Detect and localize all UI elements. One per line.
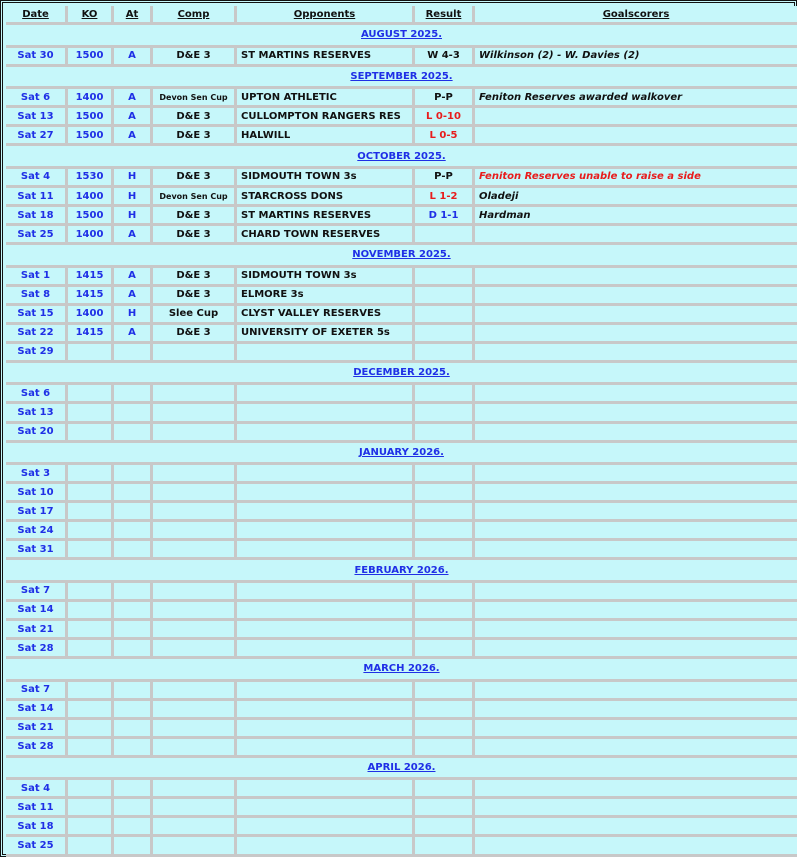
header-goalscorers: Goalscorers bbox=[475, 6, 797, 25]
fixture-result bbox=[415, 720, 475, 739]
fixture-goalscorers bbox=[475, 465, 797, 484]
fixture-competition: Devon Sen Cup bbox=[153, 89, 237, 108]
fixture-venue bbox=[114, 344, 153, 363]
fixture-venue: A bbox=[114, 226, 153, 245]
fixture-competition: D&E 3 bbox=[153, 127, 237, 146]
month-heading[interactable]: AUGUST 2025. bbox=[6, 25, 797, 48]
fixture-venue bbox=[114, 640, 153, 659]
fixture-date: Sat 14 bbox=[6, 701, 68, 720]
fixture-date: Sat 6 bbox=[6, 89, 68, 108]
fixture-row bbox=[6, 424, 797, 443]
fixture-kickoff bbox=[68, 541, 114, 560]
fixture-result bbox=[415, 287, 475, 306]
month-row bbox=[6, 245, 797, 268]
fixture-venue bbox=[114, 503, 153, 522]
fixture-result bbox=[415, 837, 475, 857]
fixture-kickoff bbox=[68, 484, 114, 503]
fixture-result bbox=[415, 404, 475, 423]
header-ko: KO bbox=[68, 6, 114, 25]
fixture-venue: H bbox=[114, 188, 153, 207]
fixture-kickoff: 1415 bbox=[68, 287, 114, 306]
fixture-goalscorers bbox=[475, 424, 797, 443]
fixture-kickoff bbox=[68, 602, 114, 621]
fixture-kickoff bbox=[68, 404, 114, 423]
fixture-row bbox=[6, 226, 797, 245]
fixture-goalscorers bbox=[475, 484, 797, 503]
fixture-kickoff bbox=[68, 837, 114, 857]
fixture-kickoff bbox=[68, 583, 114, 602]
fixture-result bbox=[415, 424, 475, 443]
fixture-goalscorers: Hardman bbox=[475, 207, 797, 226]
fixture-goalscorers bbox=[475, 818, 797, 837]
fixture-opponents: SIDMOUTH TOWN 3s bbox=[237, 268, 415, 287]
fixture-row bbox=[6, 108, 797, 127]
fixture-competition bbox=[153, 465, 237, 484]
fixture-goalscorers bbox=[475, 385, 797, 404]
fixture-result bbox=[415, 780, 475, 799]
fixture-row bbox=[6, 268, 797, 287]
month-row bbox=[6, 67, 797, 90]
fixture-opponents: ELMORE 3s bbox=[237, 287, 415, 306]
fixture-venue: A bbox=[114, 268, 153, 287]
fixture-competition bbox=[153, 818, 237, 837]
fixture-venue: A bbox=[114, 48, 153, 67]
fixture-kickoff: 1415 bbox=[68, 325, 114, 344]
fixture-competition: D&E 3 bbox=[153, 287, 237, 306]
fixture-date: Sat 7 bbox=[6, 682, 68, 701]
fixture-opponents bbox=[237, 682, 415, 701]
fixture-goalscorers bbox=[475, 621, 797, 640]
fixture-date: Sat 3 bbox=[6, 465, 68, 484]
fixture-row bbox=[6, 541, 797, 560]
fixture-competition bbox=[153, 583, 237, 602]
fixture-competition bbox=[153, 701, 237, 720]
fixture-opponents bbox=[237, 344, 415, 363]
fixture-venue: H bbox=[114, 169, 153, 188]
fixture-goalscorers bbox=[475, 541, 797, 560]
fixture-row bbox=[6, 780, 797, 799]
fixture-date: Sat 29 bbox=[6, 344, 68, 363]
fixture-date: Sat 13 bbox=[6, 108, 68, 127]
fixture-competition: D&E 3 bbox=[153, 48, 237, 67]
fixture-result bbox=[415, 739, 475, 758]
fixture-result: P-P bbox=[415, 89, 475, 108]
fixture-competition bbox=[153, 720, 237, 739]
fixture-goalscorers bbox=[475, 306, 797, 325]
fixture-venue bbox=[114, 541, 153, 560]
fixture-row bbox=[6, 799, 797, 818]
fixture-venue bbox=[114, 720, 153, 739]
fixture-kickoff: 1500 bbox=[68, 108, 114, 127]
fixture-date: Sat 14 bbox=[6, 602, 68, 621]
fixture-date: Sat 28 bbox=[6, 640, 68, 659]
fixture-goalscorers bbox=[475, 720, 797, 739]
fixture-opponents: UPTON ATHLETIC bbox=[237, 89, 415, 108]
fixture-competition: D&E 3 bbox=[153, 207, 237, 226]
fixture-opponents: STARCROSS DONS bbox=[237, 188, 415, 207]
fixture-result bbox=[415, 541, 475, 560]
fixture-venue bbox=[114, 682, 153, 701]
fixture-result bbox=[415, 484, 475, 503]
fixture-opponents: ST MARTINS RESERVES bbox=[237, 48, 415, 67]
fixture-goalscorers bbox=[475, 287, 797, 306]
fixture-result: L 1-2 bbox=[415, 188, 475, 207]
fixture-row bbox=[6, 522, 797, 541]
fixture-competition bbox=[153, 621, 237, 640]
fixture-date: Sat 8 bbox=[6, 287, 68, 306]
fixture-venue bbox=[114, 404, 153, 423]
fixture-competition: Devon Sen Cup bbox=[153, 188, 237, 207]
fixture-venue: A bbox=[114, 325, 153, 344]
fixture-row bbox=[6, 621, 797, 640]
fixture-kickoff: 1400 bbox=[68, 226, 114, 245]
fixture-venue bbox=[114, 780, 153, 799]
fixture-opponents bbox=[237, 780, 415, 799]
month-heading[interactable]: JANUARY 2026. bbox=[6, 443, 797, 466]
fixture-goalscorers bbox=[475, 404, 797, 423]
fixture-opponents bbox=[237, 541, 415, 560]
fixture-result bbox=[415, 640, 475, 659]
fixture-goalscorers bbox=[475, 602, 797, 621]
fixture-row bbox=[6, 325, 797, 344]
fixture-opponents bbox=[237, 424, 415, 443]
fixture-date: Sat 21 bbox=[6, 720, 68, 739]
fixtures-body bbox=[6, 25, 797, 857]
fixture-kickoff bbox=[68, 818, 114, 837]
fixture-competition bbox=[153, 424, 237, 443]
fixture-competition bbox=[153, 640, 237, 659]
fixture-row bbox=[6, 837, 797, 857]
fixture-kickoff: 1400 bbox=[68, 188, 114, 207]
fixture-competition bbox=[153, 541, 237, 560]
fixture-opponents bbox=[237, 583, 415, 602]
fixture-result bbox=[415, 583, 475, 602]
month-row bbox=[6, 363, 797, 386]
fixture-row bbox=[6, 720, 797, 739]
fixture-venue bbox=[114, 522, 153, 541]
fixture-row bbox=[6, 48, 797, 67]
fixture-kickoff bbox=[68, 424, 114, 443]
fixture-result bbox=[415, 465, 475, 484]
fixture-result bbox=[415, 268, 475, 287]
fixture-venue bbox=[114, 424, 153, 443]
fixture-opponents bbox=[237, 640, 415, 659]
fixture-kickoff: 1500 bbox=[68, 48, 114, 67]
fixture-competition: D&E 3 bbox=[153, 226, 237, 245]
fixture-date: Sat 11 bbox=[6, 188, 68, 207]
fixture-competition: D&E 3 bbox=[153, 169, 237, 188]
fixture-date: Sat 20 bbox=[6, 424, 68, 443]
month-row bbox=[6, 659, 797, 682]
fixture-opponents: CLYST VALLEY RESERVES bbox=[237, 306, 415, 325]
month-heading[interactable]: MARCH 2026. bbox=[6, 659, 797, 682]
fixture-date: Sat 4 bbox=[6, 169, 68, 188]
fixture-opponents bbox=[237, 522, 415, 541]
fixture-competition: Slee Cup bbox=[153, 306, 237, 325]
fixture-venue bbox=[114, 602, 153, 621]
fixture-row bbox=[6, 89, 797, 108]
fixture-date: Sat 7 bbox=[6, 583, 68, 602]
fixture-goalscorers bbox=[475, 682, 797, 701]
fixture-venue bbox=[114, 837, 153, 857]
header-opponents: Opponents bbox=[237, 6, 415, 25]
fixture-kickoff bbox=[68, 720, 114, 739]
fixture-result bbox=[415, 522, 475, 541]
fixture-venue bbox=[114, 385, 153, 404]
fixture-row bbox=[6, 484, 797, 503]
fixture-venue: A bbox=[114, 287, 153, 306]
fixture-kickoff: 1500 bbox=[68, 127, 114, 146]
fixture-row bbox=[6, 640, 797, 659]
fixture-date: Sat 25 bbox=[6, 837, 68, 857]
fixture-date: Sat 18 bbox=[6, 818, 68, 837]
fixture-goalscorers: Feniton Reserves awarded walkover bbox=[475, 89, 797, 108]
fixture-goalscorers bbox=[475, 640, 797, 659]
fixture-venue: H bbox=[114, 207, 153, 226]
fixture-row bbox=[6, 188, 797, 207]
fixture-result bbox=[415, 306, 475, 325]
fixture-competition bbox=[153, 780, 237, 799]
fixture-row bbox=[6, 583, 797, 602]
fixture-goalscorers bbox=[475, 127, 797, 146]
month-row bbox=[6, 443, 797, 466]
fixture-goalscorers bbox=[475, 522, 797, 541]
fixture-row bbox=[6, 404, 797, 423]
month-heading[interactable]: NOVEMBER 2025. bbox=[6, 245, 797, 268]
fixture-venue bbox=[114, 583, 153, 602]
fixture-kickoff bbox=[68, 640, 114, 659]
fixture-opponents bbox=[237, 484, 415, 503]
fixture-kickoff bbox=[68, 682, 114, 701]
fixture-competition bbox=[153, 484, 237, 503]
fixture-kickoff bbox=[68, 465, 114, 484]
fixture-kickoff: 1500 bbox=[68, 207, 114, 226]
month-heading[interactable]: APRIL 2026. bbox=[6, 758, 797, 781]
fixture-row bbox=[6, 682, 797, 701]
fixture-goalscorers bbox=[475, 503, 797, 522]
fixture-venue bbox=[114, 701, 153, 720]
fixture-opponents: CHARD TOWN RESERVES bbox=[237, 226, 415, 245]
fixture-row bbox=[6, 207, 797, 226]
fixture-goalscorers: Oladeji bbox=[475, 188, 797, 207]
fixture-competition: D&E 3 bbox=[153, 325, 237, 344]
fixture-goalscorers bbox=[475, 268, 797, 287]
fixture-date: Sat 28 bbox=[6, 739, 68, 758]
fixture-opponents bbox=[237, 602, 415, 621]
fixture-row bbox=[6, 465, 797, 484]
fixture-competition bbox=[153, 344, 237, 363]
fixture-opponents bbox=[237, 739, 415, 758]
fixture-result bbox=[415, 818, 475, 837]
fixture-competition bbox=[153, 602, 237, 621]
fixture-date: Sat 25 bbox=[6, 226, 68, 245]
fixture-goalscorers bbox=[475, 780, 797, 799]
fixture-result bbox=[415, 344, 475, 363]
fixture-result bbox=[415, 385, 475, 404]
fixture-result bbox=[415, 602, 475, 621]
fixture-date: Sat 11 bbox=[6, 799, 68, 818]
fixture-kickoff bbox=[68, 701, 114, 720]
fixture-result: W 4-3 bbox=[415, 48, 475, 67]
fixture-competition bbox=[153, 385, 237, 404]
fixture-row bbox=[6, 739, 797, 758]
fixture-row bbox=[6, 306, 797, 325]
fixture-opponents bbox=[237, 404, 415, 423]
fixture-date: Sat 13 bbox=[6, 404, 68, 423]
fixture-row bbox=[6, 701, 797, 720]
fixture-opponents bbox=[237, 503, 415, 522]
fixture-result bbox=[415, 799, 475, 818]
fixtures-table bbox=[6, 6, 797, 857]
fixture-venue bbox=[114, 818, 153, 837]
fixture-goalscorers: Feniton Reserves unable to raise a side bbox=[475, 169, 797, 188]
fixture-date: Sat 1 bbox=[6, 268, 68, 287]
fixture-opponents bbox=[237, 621, 415, 640]
fixture-opponents: HALWILL bbox=[237, 127, 415, 146]
month-row bbox=[6, 146, 797, 169]
fixture-venue bbox=[114, 739, 153, 758]
fixture-result bbox=[415, 701, 475, 720]
fixture-opponents: UNIVERSITY OF EXETER 5s bbox=[237, 325, 415, 344]
header-result: Result bbox=[415, 6, 475, 25]
fixture-goalscorers bbox=[475, 226, 797, 245]
month-heading[interactable]: OCTOBER 2025. bbox=[6, 146, 797, 169]
fixture-competition bbox=[153, 739, 237, 758]
fixture-goalscorers bbox=[475, 344, 797, 363]
fixture-date: Sat 10 bbox=[6, 484, 68, 503]
fixture-competition: D&E 3 bbox=[153, 108, 237, 127]
month-row bbox=[6, 758, 797, 781]
header-comp: Comp bbox=[153, 6, 237, 25]
fixture-opponents bbox=[237, 799, 415, 818]
fixture-date: Sat 24 bbox=[6, 522, 68, 541]
fixture-date: Sat 22 bbox=[6, 325, 68, 344]
fixture-row bbox=[6, 127, 797, 146]
fixture-competition: D&E 3 bbox=[153, 268, 237, 287]
fixture-kickoff: 1415 bbox=[68, 268, 114, 287]
fixture-opponents: CULLOMPTON RANGERS RES bbox=[237, 108, 415, 127]
fixture-opponents bbox=[237, 818, 415, 837]
fixture-result: P-P bbox=[415, 169, 475, 188]
fixture-goalscorers bbox=[475, 799, 797, 818]
fixture-opponents bbox=[237, 385, 415, 404]
month-heading[interactable]: DECEMBER 2025. bbox=[6, 363, 797, 386]
fixture-competition bbox=[153, 503, 237, 522]
fixture-goalscorers bbox=[475, 108, 797, 127]
fixture-result bbox=[415, 503, 475, 522]
fixture-competition bbox=[153, 799, 237, 818]
fixture-result: L 0-10 bbox=[415, 108, 475, 127]
fixture-row bbox=[6, 169, 797, 188]
month-row bbox=[6, 25, 797, 48]
fixture-kickoff bbox=[68, 799, 114, 818]
fixture-result bbox=[415, 682, 475, 701]
fixture-result bbox=[415, 621, 475, 640]
fixture-kickoff bbox=[68, 344, 114, 363]
fixture-venue bbox=[114, 465, 153, 484]
month-row bbox=[6, 560, 797, 583]
fixture-venue: H bbox=[114, 306, 153, 325]
fixture-result: D 1-1 bbox=[415, 207, 475, 226]
fixture-date: Sat 4 bbox=[6, 780, 68, 799]
fixture-date: Sat 15 bbox=[6, 306, 68, 325]
fixture-row bbox=[6, 818, 797, 837]
fixture-opponents bbox=[237, 701, 415, 720]
fixture-venue: A bbox=[114, 89, 153, 108]
fixture-date: Sat 27 bbox=[6, 127, 68, 146]
fixture-date: Sat 18 bbox=[6, 207, 68, 226]
header-at: At bbox=[114, 6, 153, 25]
fixture-kickoff bbox=[68, 503, 114, 522]
fixture-venue bbox=[114, 621, 153, 640]
fixture-kickoff bbox=[68, 621, 114, 640]
fixture-date: Sat 30 bbox=[6, 48, 68, 67]
fixture-goalscorers bbox=[475, 739, 797, 758]
fixture-opponents bbox=[237, 465, 415, 484]
fixture-kickoff bbox=[68, 780, 114, 799]
fixture-row bbox=[6, 503, 797, 522]
fixture-goalscorers bbox=[475, 583, 797, 602]
fixture-venue bbox=[114, 484, 153, 503]
fixture-goalscorers bbox=[475, 837, 797, 857]
fixture-kickoff: 1400 bbox=[68, 89, 114, 108]
fixture-opponents: ST MARTINS RESERVES bbox=[237, 207, 415, 226]
header-row bbox=[6, 6, 797, 25]
fixture-date: Sat 21 bbox=[6, 621, 68, 640]
month-heading[interactable]: SEPTEMBER 2025. bbox=[6, 67, 797, 90]
fixture-kickoff bbox=[68, 385, 114, 404]
fixture-row bbox=[6, 344, 797, 363]
fixture-kickoff bbox=[68, 522, 114, 541]
fixture-date: Sat 31 bbox=[6, 541, 68, 560]
fixture-venue bbox=[114, 799, 153, 818]
fixture-row bbox=[6, 287, 797, 306]
fixture-kickoff: 1400 bbox=[68, 306, 114, 325]
fixture-competition bbox=[153, 682, 237, 701]
fixture-competition bbox=[153, 404, 237, 423]
fixture-competition bbox=[153, 522, 237, 541]
fixture-opponents bbox=[237, 837, 415, 857]
fixture-opponents bbox=[237, 720, 415, 739]
fixture-result bbox=[415, 325, 475, 344]
month-heading[interactable]: FEBRUARY 2026. bbox=[6, 560, 797, 583]
fixture-date: Sat 6 bbox=[6, 385, 68, 404]
fixture-row bbox=[6, 385, 797, 404]
fixture-result: L 0-5 bbox=[415, 127, 475, 146]
fixture-kickoff: 1530 bbox=[68, 169, 114, 188]
fixture-row bbox=[6, 602, 797, 621]
header-date: Date bbox=[6, 6, 68, 25]
fixture-goalscorers bbox=[475, 701, 797, 720]
fixture-venue: A bbox=[114, 127, 153, 146]
fixture-result bbox=[415, 226, 475, 245]
fixture-date: Sat 17 bbox=[6, 503, 68, 522]
fixture-goalscorers bbox=[475, 325, 797, 344]
fixture-competition bbox=[153, 837, 237, 857]
fixture-kickoff bbox=[68, 739, 114, 758]
fixture-goalscorers: Wilkinson (2) - W. Davies (2) bbox=[475, 48, 797, 67]
fixture-venue: A bbox=[114, 108, 153, 127]
fixture-opponents: SIDMOUTH TOWN 3s bbox=[237, 169, 415, 188]
